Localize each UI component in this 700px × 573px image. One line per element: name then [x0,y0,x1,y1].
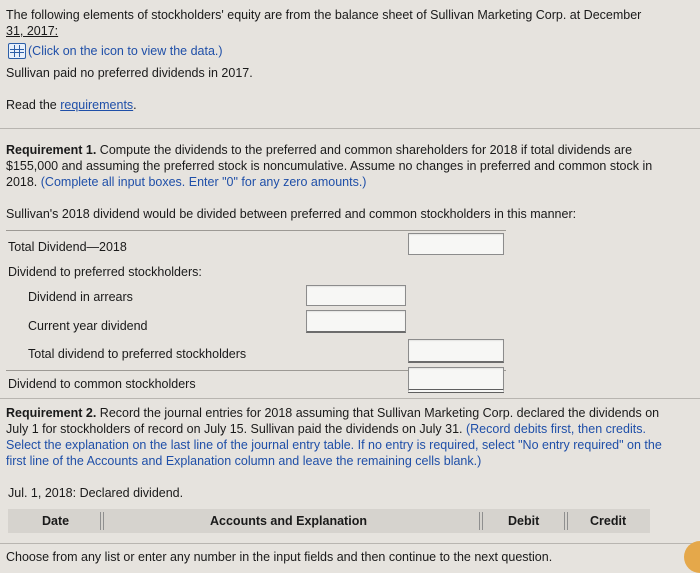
section-divider-2 [0,398,700,399]
table-top-rule [6,230,506,231]
intro-line-1: The following elements of stockholders' equity are from the balance sheet of Sullivan Marketing Corp. at December [6,8,642,22]
journal-table-header [8,509,650,533]
col-credit: Credit [590,514,627,528]
req1-manner-text: Sullivan's 2018 dividend would be divided between preferred and common stockholders in this manner: [6,207,577,221]
col-date: Date [42,514,70,528]
req2-line-4: first line of the Accounts and Explanation column and leave the remaining cells blank.) [6,454,482,468]
footer-instruction: Choose from any list or enter any number in the input fields and then continue to the next question. [6,550,553,564]
total-preferred-input[interactable] [408,339,504,363]
row-total-preferred: Total dividend to preferred stockholders [28,347,247,361]
row-total-dividend: Total Dividend—2018 [8,240,127,254]
col-accounts: Accounts and Explanation [210,514,367,528]
read-prefix: Read the [6,98,61,112]
read-suffix: . [133,98,137,112]
current-year-dividend-input[interactable] [306,310,406,333]
req2-line-3: Select the explanation on the last line of the journal entry table. If no entry is required, select "No entry required" on the [6,438,662,452]
row-preferred-header: Dividend to preferred stockholders: [8,265,202,279]
req1-text-1: Compute the dividends to the preferred and common shareholders for 2018 if total dividends are [96,143,633,157]
req2-label: Requirement 2. [6,406,97,420]
section-divider [0,128,700,129]
data-table-icon[interactable] [8,43,26,59]
intro-line-2: 31, 2017: [6,24,59,38]
col-separator [100,512,104,530]
no-preferred-dividends-text: Sullivan paid no preferred dividends in 2017. [6,66,253,80]
req1-text-3: 2018. [6,175,41,189]
req2-line-1 [6,406,659,421]
req1-line-2: $155,000 and assuming the preferred stock is noncumulative. Assume no changes in preferred and common stock in [6,159,653,173]
req1-line-1 [6,143,632,158]
total-dividend-input[interactable] [408,233,504,255]
req2-text-2b: (Record debits first, then credits. [465,422,646,436]
req1-line-3 [6,175,366,190]
footer-divider [0,543,700,544]
common-dividend-input[interactable] [408,367,504,393]
req2-text-1: Record the journal entries for 2018 assuming that Sullivan Marketing Corp. declared the dividends on [96,406,660,420]
req2-line-2 [6,422,646,437]
view-data-link[interactable]: (Click on the icon to view the data.) [28,44,223,58]
help-button[interactable] [684,541,700,573]
read-requirements [6,98,137,113]
col-debit: Debit [508,514,540,528]
req1-hint: (Complete all input boxes. Enter "0" for any zero amounts.) [40,175,367,189]
col-separator [564,512,568,530]
entry-date-label: Jul. 1, 2018: Declared dividend. [8,486,184,500]
req1-label: Requirement 1. [6,143,97,157]
requirements-link[interactable]: requirements [60,98,134,112]
req2-text-2a: July 1 for stockholders of record on July 15. Sullivan paid the dividends on July 31. [6,422,466,436]
dividend-arrears-input[interactable] [306,285,406,306]
row-current-year: Current year dividend [28,319,148,333]
row-common-dividend: Dividend to common stockholders [8,377,196,391]
row-dividend-arrears: Dividend in arrears [28,290,133,304]
col-separator [479,512,483,530]
